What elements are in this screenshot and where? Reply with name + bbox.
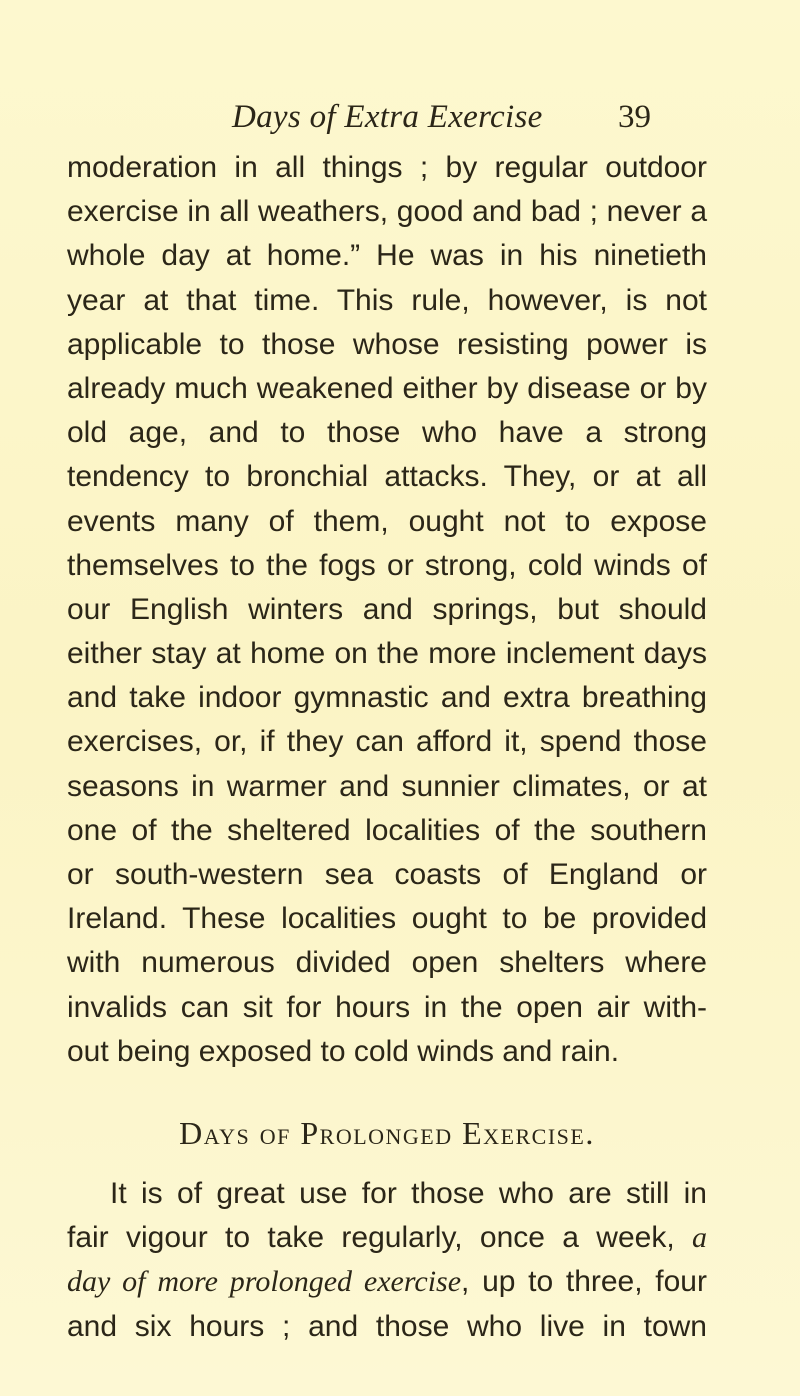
text-line: themselves to the fogs or strong, cold winds of bbox=[67, 548, 707, 582]
text-line: moderation in all things ; by regular outdoor bbox=[67, 151, 707, 184]
body-text bbox=[67, 146, 707, 1349]
text-run: , up to three, four bbox=[461, 1265, 707, 1299]
text-line: year at that time. This rule, however, is not bbox=[67, 283, 707, 317]
text-line: our English winters and springs, but should bbox=[67, 592, 707, 626]
text-line: already much weakened either by disease or by bbox=[67, 371, 707, 405]
italic-text: a bbox=[692, 1221, 707, 1255]
text-line bbox=[67, 1216, 707, 1260]
text-line: or south-western sea coasts of England or bbox=[67, 858, 707, 891]
text-line: one of the sheltered localities of the southern bbox=[67, 813, 707, 847]
text-line bbox=[67, 1260, 707, 1304]
running-head bbox=[0, 99, 800, 139]
page-number: 39 bbox=[618, 99, 651, 135]
text-line: either stay at home on the more inclement days bbox=[67, 637, 707, 671]
text-line: It is of great use for those who are still in bbox=[110, 1176, 707, 1210]
section-heading: Days of Prolonged Exercise. bbox=[179, 1114, 595, 1151]
text-line: seasons in warmer and sunnier climates, or at bbox=[67, 769, 707, 803]
text-line: applicable to those whose resisting power is bbox=[67, 327, 707, 361]
text-line: Ireland. These localities ought to be provided bbox=[67, 902, 707, 936]
text-line: exercise in all weathers, good and bad ; never a bbox=[67, 195, 707, 229]
text-run: fair vigour to take regularly, once a week, bbox=[67, 1221, 675, 1255]
text-line: out being exposed to cold winds and rain. bbox=[67, 1034, 620, 1068]
paragraph-open-air-exercise bbox=[67, 146, 707, 1074]
running-title: Days of Extra Exercise bbox=[232, 99, 543, 135]
text-line: with numerous divided open shelters where bbox=[67, 946, 707, 980]
text-line: and six hours ; and those who live in town bbox=[67, 1309, 707, 1343]
text-line: and take indoor gymnastic and extra breathing bbox=[67, 681, 707, 715]
text-line: events many of them, ought not to expose bbox=[67, 504, 707, 538]
text-line: invalids can sit for hours in the open air with- bbox=[67, 990, 707, 1024]
paragraph-prolonged-exercise bbox=[67, 1172, 707, 1349]
text-line: whole day at home.” He was in his ninetieth bbox=[67, 239, 707, 273]
text-line: exercises, or, if they can afford it, spend those bbox=[67, 725, 707, 759]
text-line: tendency to bronchial attacks. They, or at all bbox=[67, 460, 707, 494]
italic-text: day of more prolonged exercise bbox=[67, 1265, 462, 1299]
text-line: old age, and to those who have a strong bbox=[67, 416, 707, 450]
